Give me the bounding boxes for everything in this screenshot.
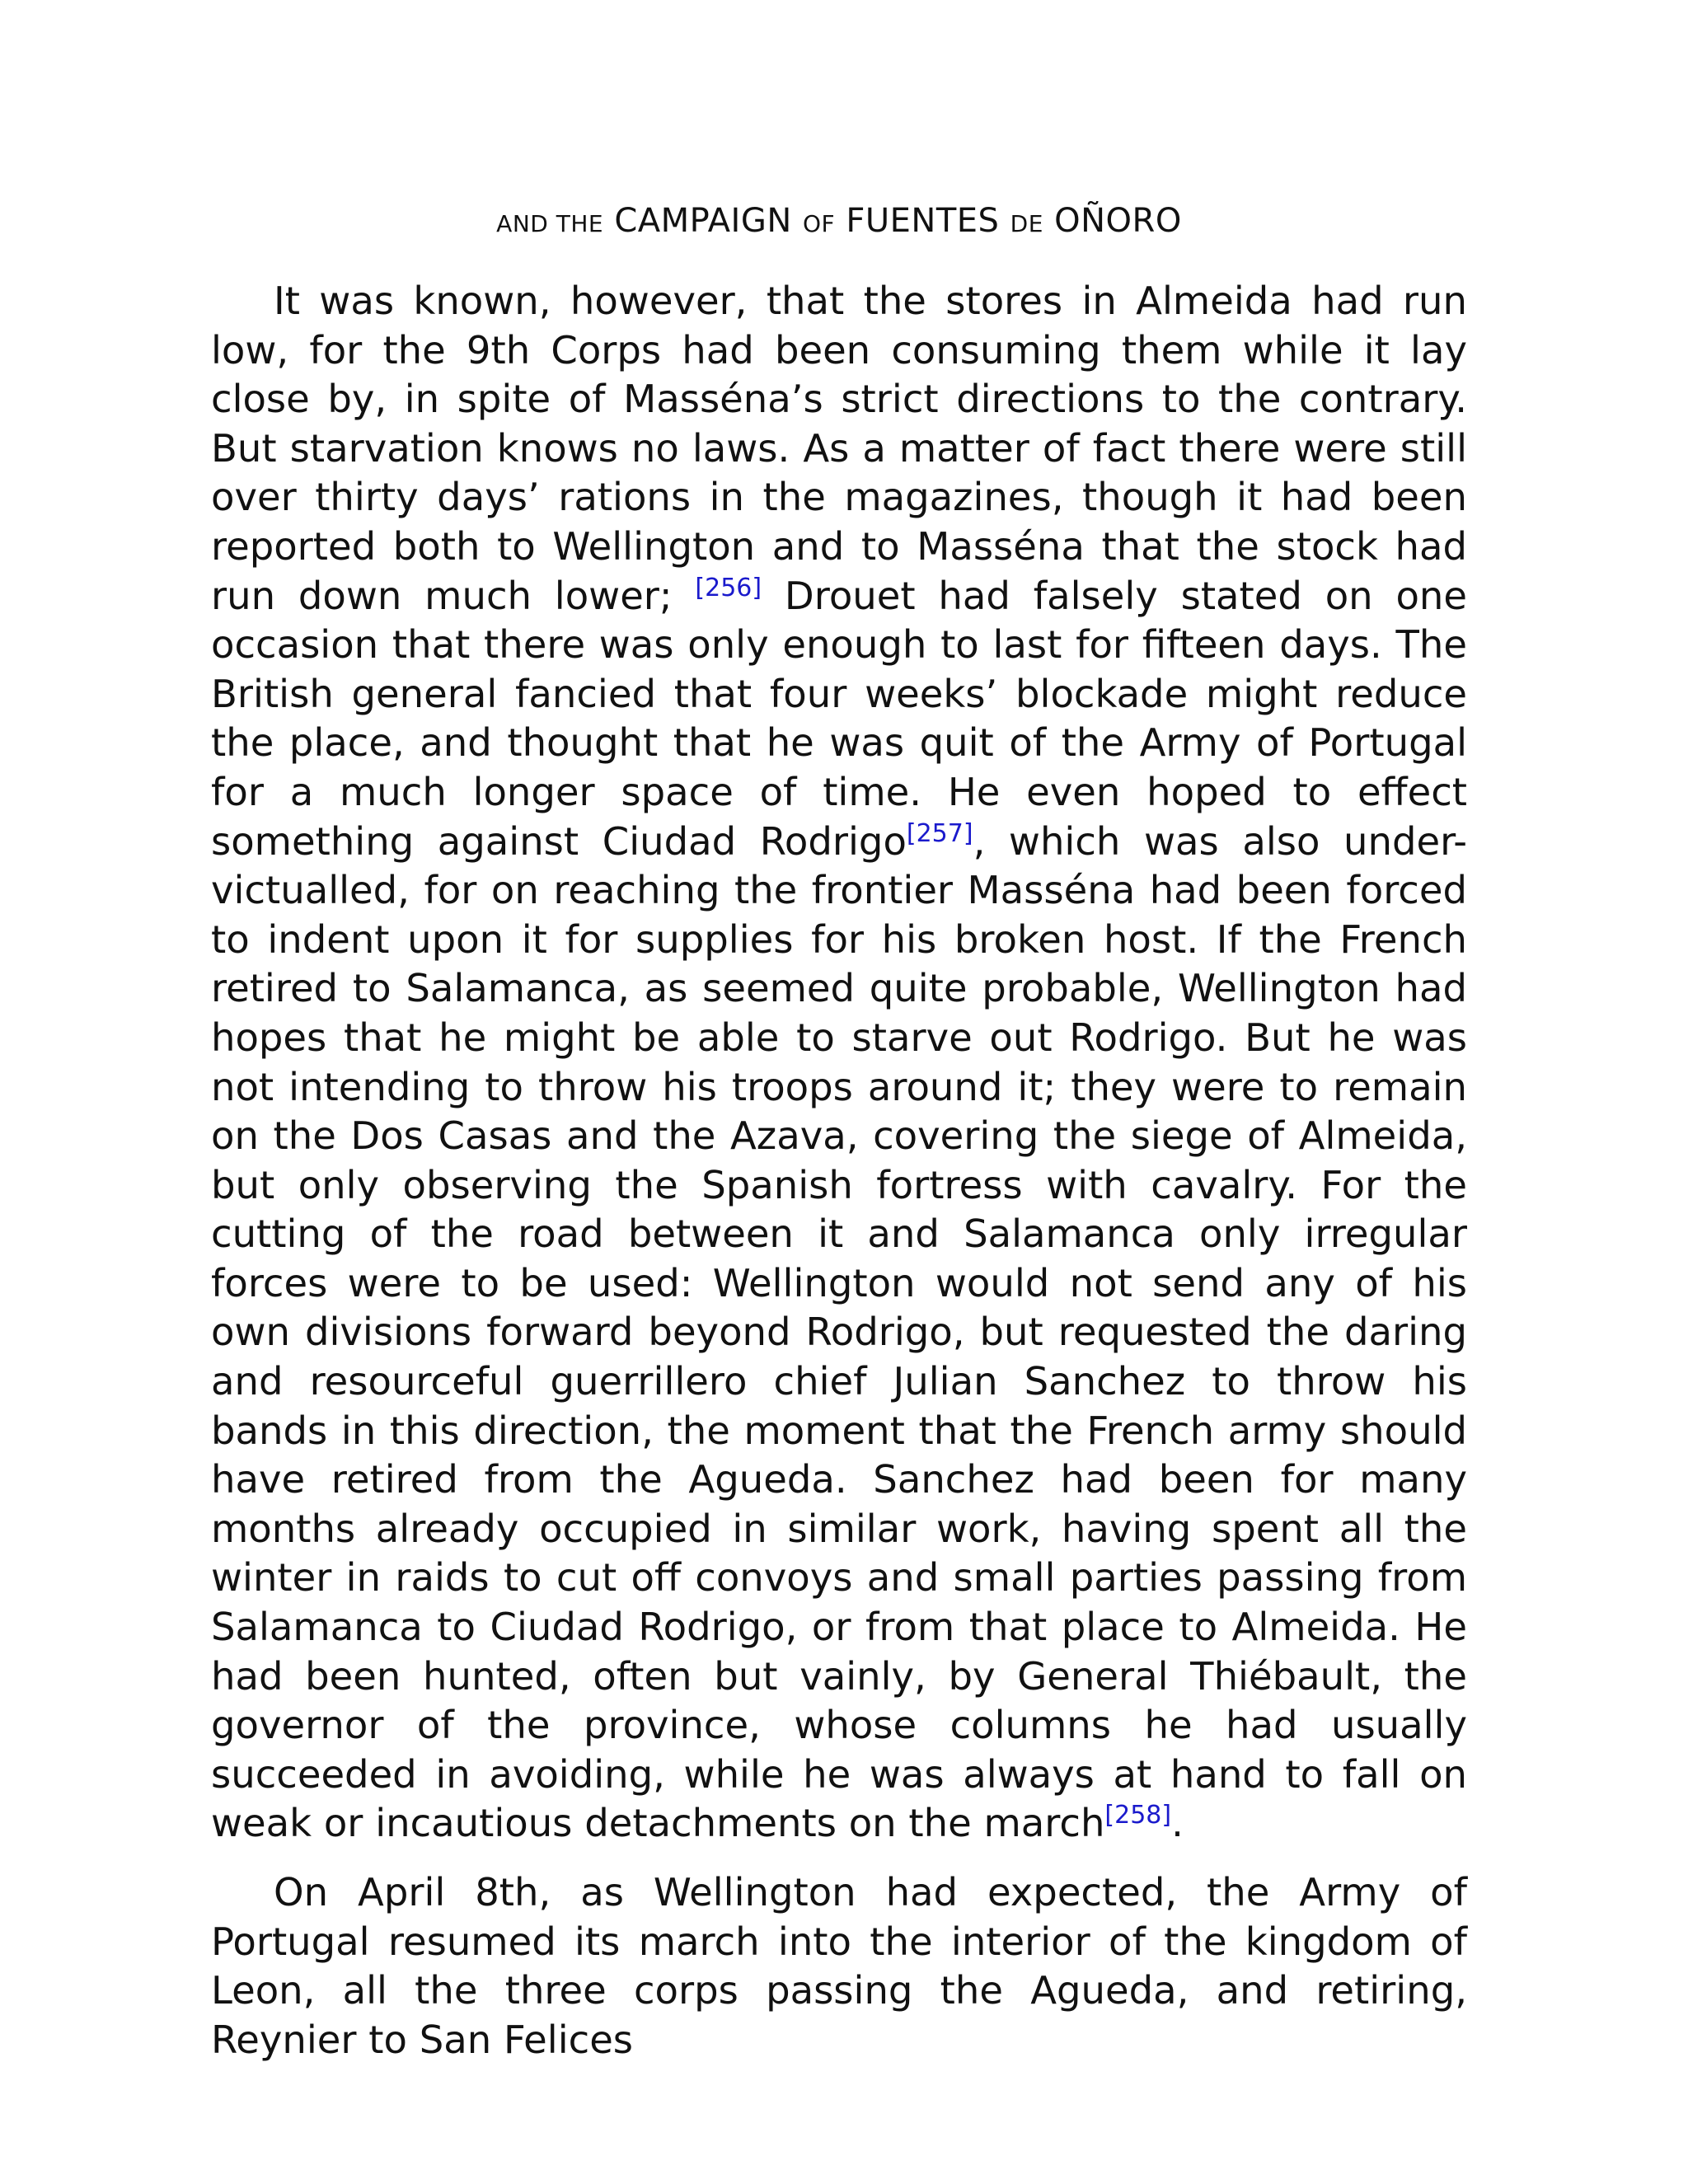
running-head-fuentes: FUENTES xyxy=(846,202,1000,240)
paragraph-1-segment-2: Drouet had falsely stated on one occasion that there was only enough to last for fifteen days. The British general fancied that four weeks’ blockade might reduce the place, and thought that he was quit of the Army of Portugal for a much longer space of time. He even hoped to effect something against Ciudad Rodrigo xyxy=(211,573,1467,864)
running-head-onoro: OÑORO xyxy=(1054,202,1182,240)
body-text xyxy=(211,277,1467,2064)
paragraph-1-segment-1: It was known, however, that the stores in Almeida had run low, for the 9th Corps had been consuming them while it lay close by, in spite of Masséna’s strict directions to the contrary. But starvation knows no laws. As a matter of fact there were still over thirty days’ rations in the magazines, though it had been reported both to Wellington and to Masséna that the stock had run down much lower; xyxy=(211,279,1467,618)
paragraph-1-segment-3: , which was also under-victualled, for on reaching the frontier Masséna had been forced to indent upon it for supplies for his broken host. If the French retired to Salamanca, as seemed quite probable, Wellington had hopes that he might be able to starve out Rodrigo. But he was not intending to throw his troops around it; they were to remain on the Dos Casas and the Azava, covering the siege of Almeida, but only observing the Spanish fortress with cavalry. For the cutting of the road between it and Salamanca only irregular forces were to be used: Wellington would not send any of his own divisions forward beyond Rodrigo, but requested the daring and resourceful guerrillero chief Julian Sanchez to throw his bands in this direction, the moment that the French army should have retired from the Agueda. Sanchez had been for many months already occupied in similar work, having spent all the winter in raids to cut off convoys and small parties passing from Salamanca to Ciudad Rodrigo, or from that place to Almeida. He had been hunted, often but vainly, by General Thiébault, the governor of the province, whose columns he had usually succeeded in avoiding, while he was always at hand to fall on weak or incautious detachments on the march xyxy=(211,818,1467,1846)
running-head-de: DE xyxy=(1010,210,1043,237)
paragraph-2: On April 8th, as Wellington had expected, the Army of Portugal resumed its march into the interior of the kingdom of Leon, all the three corps passing the Agueda, and retiring, Reynier to San Felices xyxy=(211,1870,1467,2062)
paragraph-1 xyxy=(211,277,1467,1849)
footnote-link-258[interactable]: [258] xyxy=(1104,1801,1172,1830)
running-head-and-the: AND THE xyxy=(496,210,604,237)
running-head xyxy=(211,196,1467,249)
running-head-of: OF xyxy=(802,210,836,237)
paragraph-1-segment-4: . xyxy=(1171,1801,1184,1846)
footnote-link-257[interactable]: [257] xyxy=(906,818,973,848)
footnote-link-256[interactable]: [256] xyxy=(695,573,762,602)
running-head-campaign: CAMPAIGN xyxy=(614,202,792,240)
